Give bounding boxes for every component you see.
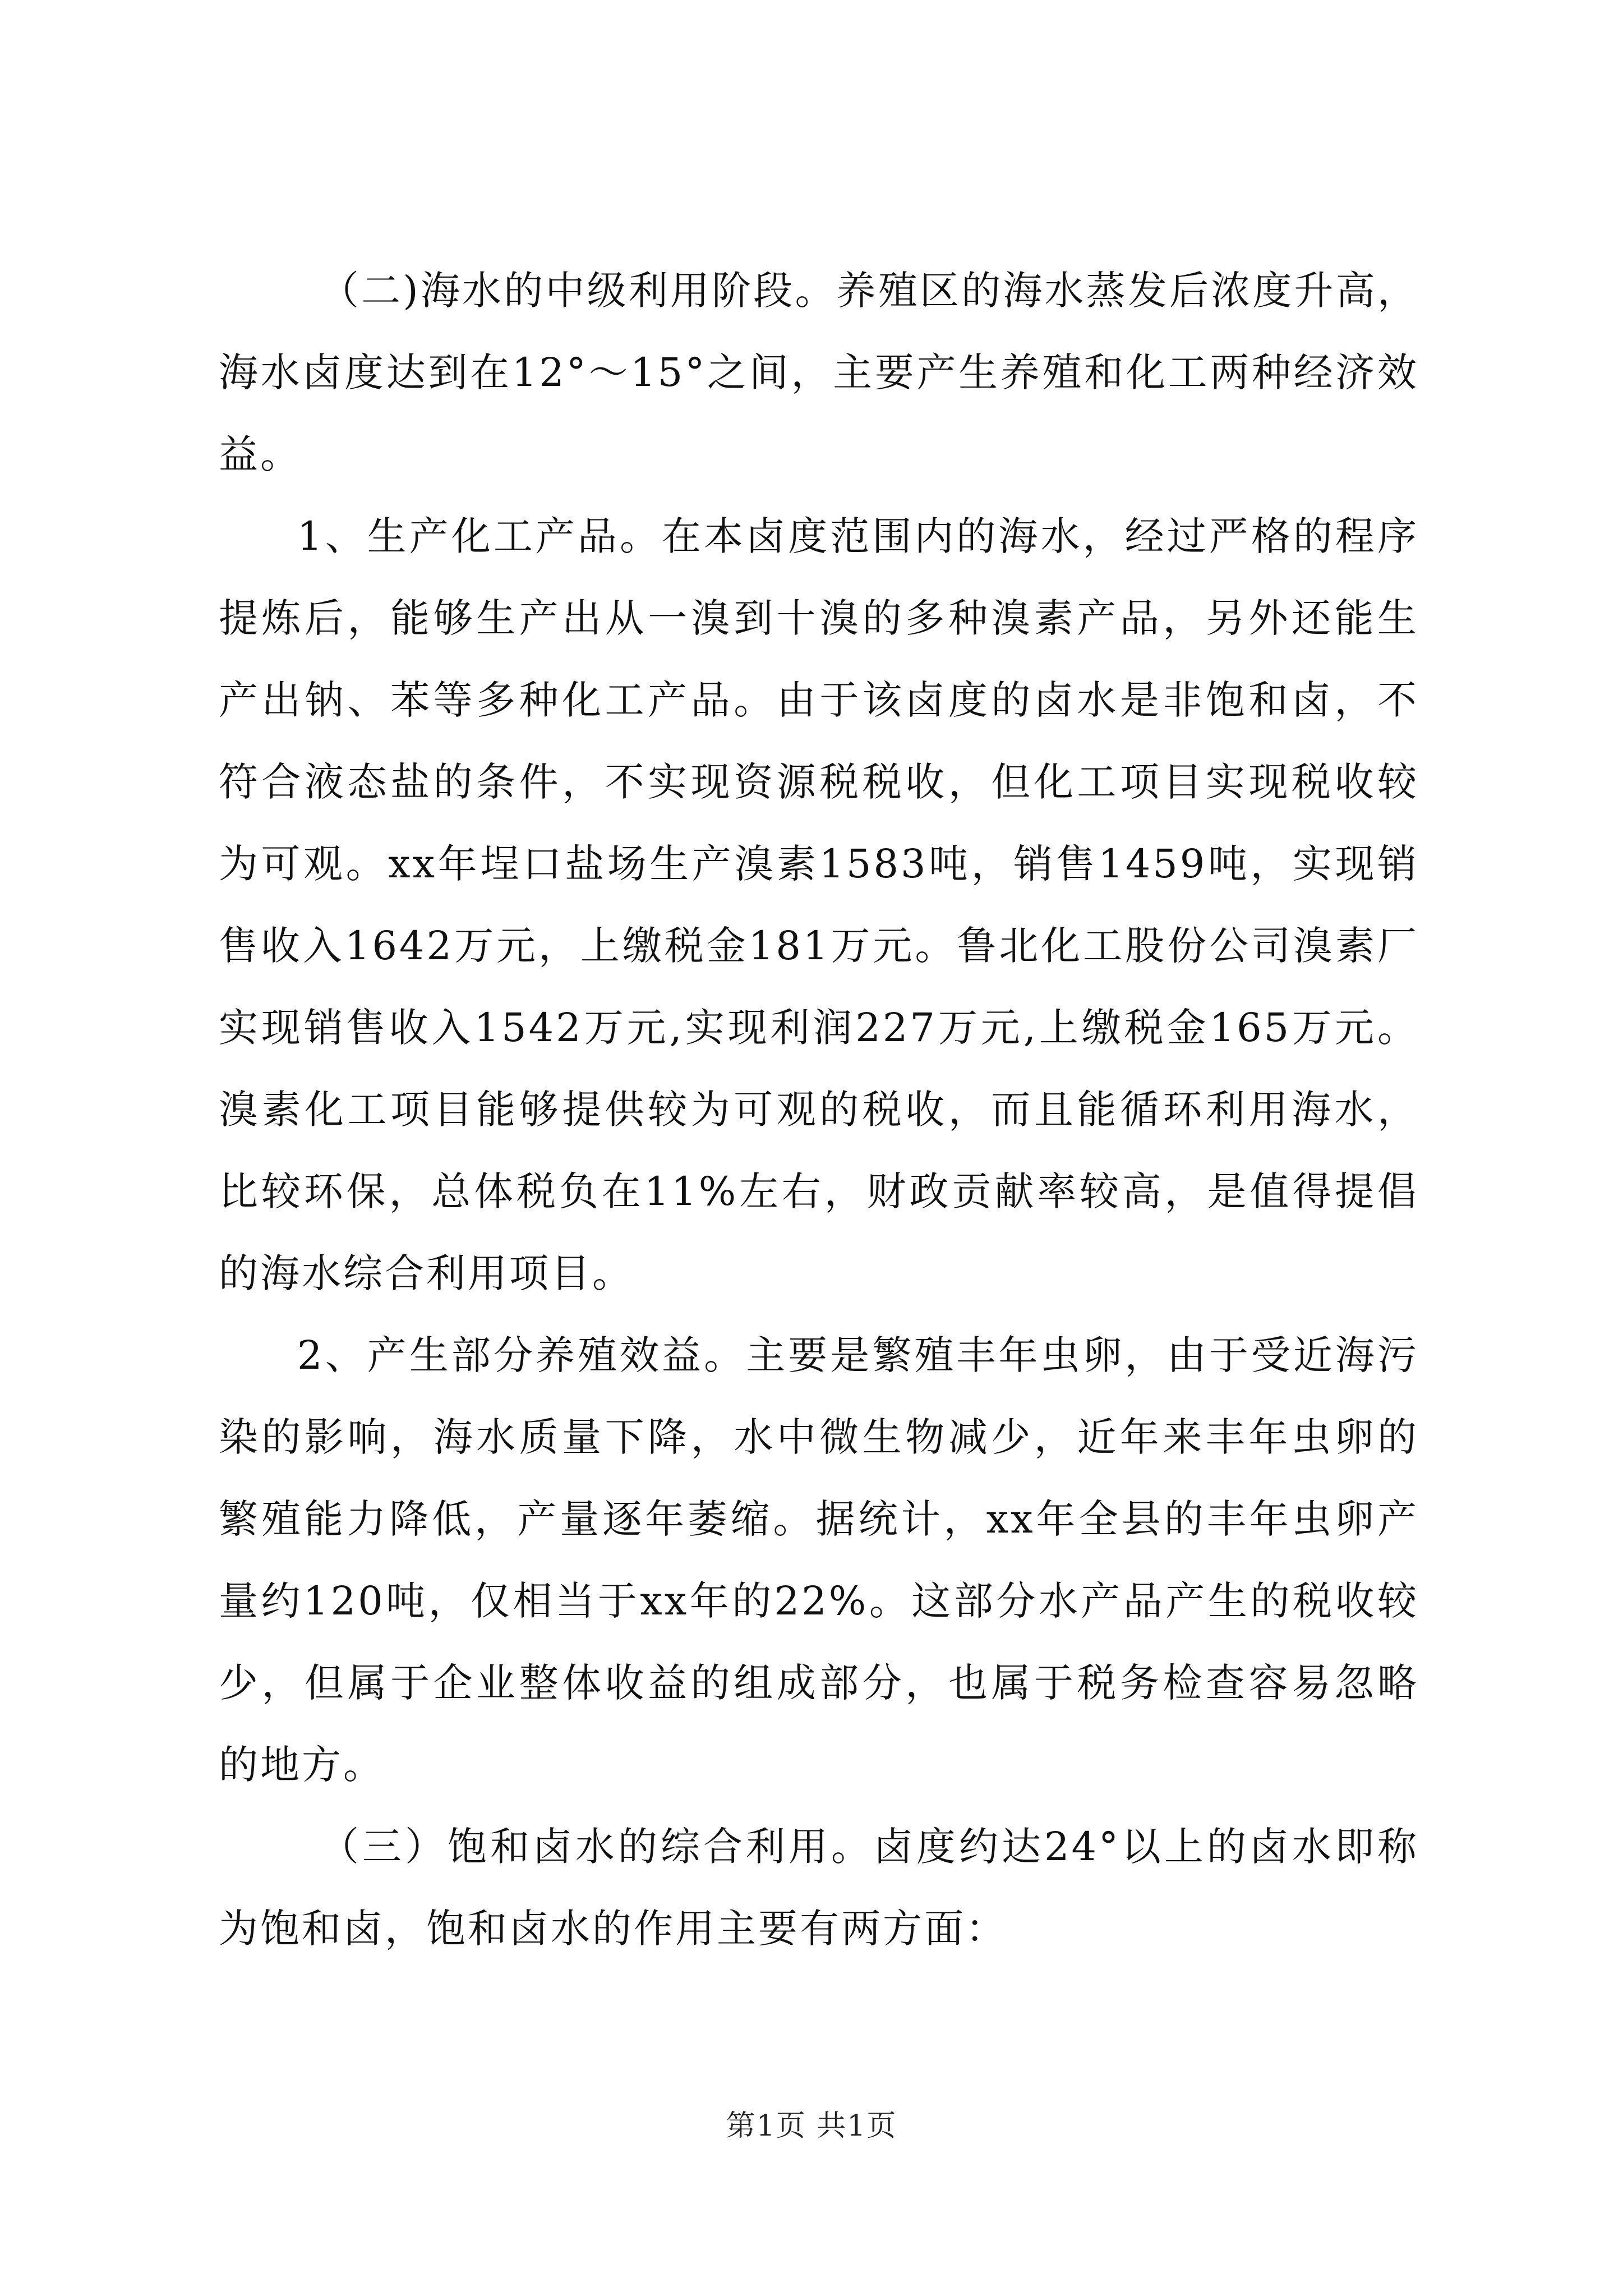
section-heading-paragraph-2: （二)海水的中级利用阶段。养殖区的海水蒸发后浓度升高，海水卤度达到在12°～15°之间，主要产生养殖和化工两种经济效益。: [219, 268, 1419, 477]
paragraph-chemical-products: 1、生产化工产品。在本卤度范围内的海水，经过严格的程序提炼后，能够生产出从一溴到十溴的多种溴素产品，另外还能生产出钠、苯等多种化工产品。由于该卤度的卤水是非饱和卤，不符合液态盐的条件，不实现资源税税收，但化工项目实现税收较为可观。xx年埕口盐场生产溴素1583吨，销售1459吨，实现销售收入1642万元，上缴税金181万元。鲁北化工股份公司溴素厂实现销售收入1542万元,实现利润227万元,上缴税金165万元。溴素化工项目能够提供较为可观的税收，而且能循环利用海水，比较环保，总体税负在11%左右，财政贡献率较高，是值得提倡的海水综合利用项目。: [219, 513, 1419, 1296]
page-footer: 第1页 共1页: [726, 2109, 897, 2143]
document-body: [219, 250, 1419, 1970]
paragraph-aquaculture-benefits: 2、产生部分养殖效益。主要是繁殖丰年虫卵，由于受近海污染的影响，海水质量下降，水中微生物减少，近年来丰年虫卵的繁殖能力降低，产量逐年萎缩。据统计，xx年全县的丰年虫卵产量约120吨，仅相当于xx年的22%。这部分水产品产生的税收较少，但属于企业整体收益的组成部分，也属于税务检查容易忽略的地方。: [219, 1332, 1419, 1788]
section-heading-paragraph-3: （三）饱和卤水的综合利用。卤度约达24°以上的卤水即称为饱和卤，饱和卤水的作用主要有两方面：: [219, 1824, 1419, 1952]
